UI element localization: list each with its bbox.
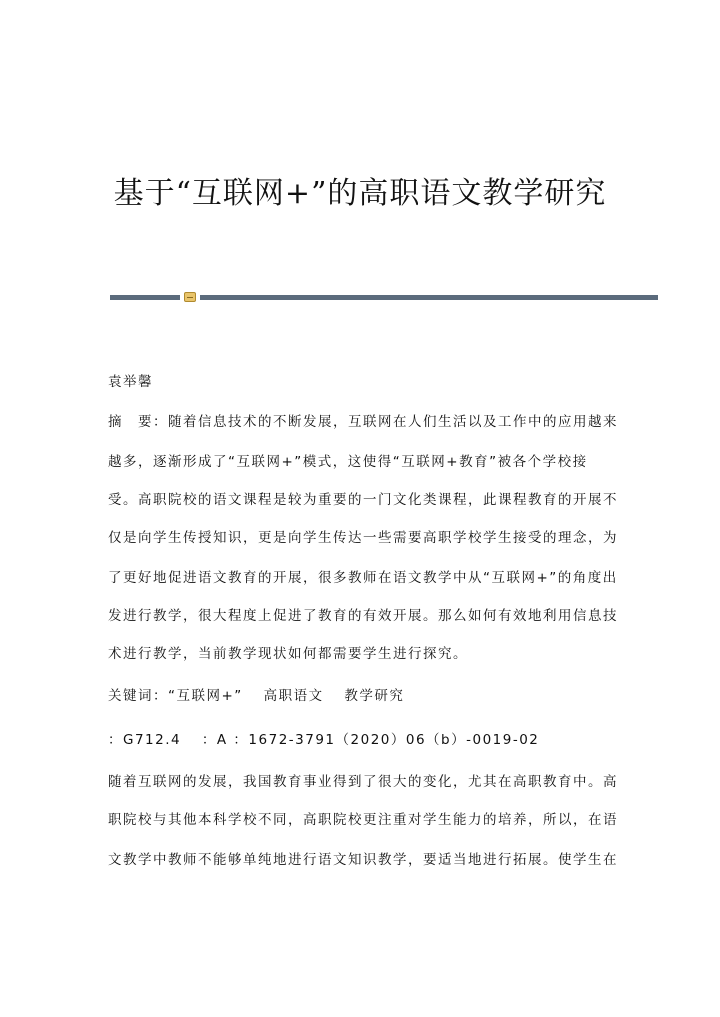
abstract-line-6: 发进行教学，很大程度上促进了教育的有效开展。那么如何有效地利用信息技: [108, 608, 618, 624]
abstract-line-7: 术进行教学，当前教学现状如何都需要学生进行探究。: [108, 646, 468, 662]
keywords-label: 关键词：: [108, 688, 168, 704]
abstract-line-5: 了更好地促进语文教育的开展，很多教师在语文教学中从“互联网+”的角度出: [108, 570, 618, 586]
body-line-2: 职院校与其他本科学校不同，高职院校更注重对学生能力的培养，所以，在语: [108, 812, 618, 828]
body-line-1: 随着互联网的发展，我国教育事业得到了很大的变化，尤其在高职教育中。高: [108, 774, 618, 790]
divider-ornament-icon: [184, 292, 196, 302]
title-divider: [110, 292, 658, 302]
divider-bar-right: [200, 295, 658, 300]
divider-bar-left: [110, 295, 180, 300]
author-name: 袁举馨: [108, 374, 153, 390]
abstract-line-4: 仅是向学生传授知识，更是向学生传达一些需要高职学校学生接受的理念，为: [108, 530, 618, 546]
abstract-line-2: 越多，逐渐形成了“互联网+”模式，这使得“互联网+教育”被各个学校接: [108, 454, 588, 470]
abstract-label: 摘 要：: [108, 414, 168, 430]
keywords: [108, 684, 618, 704]
keywords-value: “互联网+” 高职语文 教学研究: [168, 688, 405, 704]
paper-title: 基于“互联网+”的高职语文教学研究: [113, 176, 607, 211]
abstract-line-3: 受。高职院校的语文课程是较为重要的一门文化类课程，此课程教育的开展不: [108, 492, 618, 508]
abstract-line-1: 摘 要：随着信息技术的不断发展，互联网在人们生活以及工作中的应用越来: [108, 414, 618, 430]
classification-codes: ：G712.4 ：A ：1672-3791（2020）06（b）-0019-02: [108, 732, 540, 748]
body-line-3: 文教学中教师不能够单纯地进行语文知识教学，要适当地进行拓展。使学生在: [108, 852, 618, 868]
